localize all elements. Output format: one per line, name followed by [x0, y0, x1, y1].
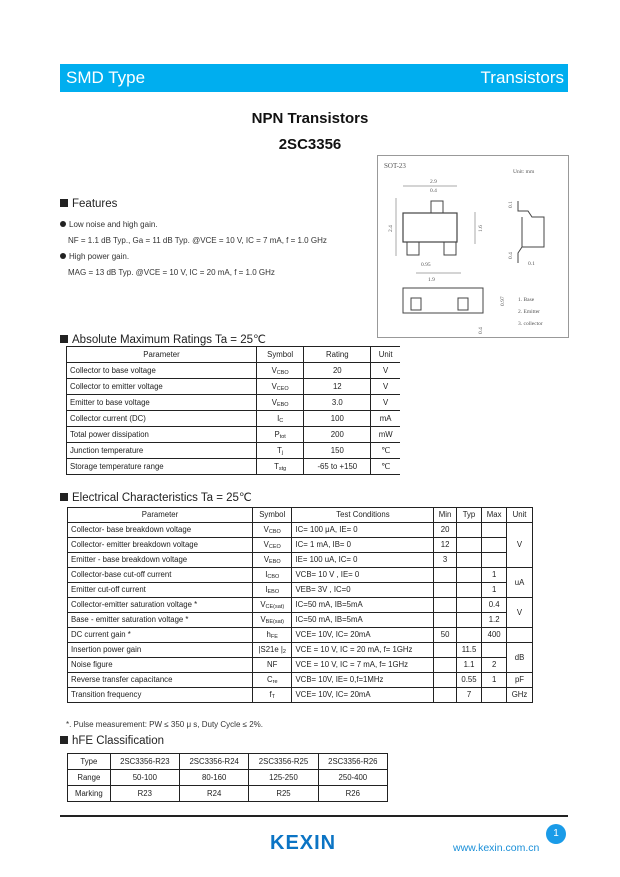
unit: uA — [507, 568, 533, 598]
table-row — [67, 395, 401, 411]
hfe-table — [67, 753, 388, 802]
unit: ℃ — [371, 443, 400, 459]
feature-item: Low noise and high gain. — [60, 217, 327, 233]
features-list — [60, 217, 327, 281]
unit: GHz — [507, 688, 533, 703]
test-conditions: VEB= 3V , IC=0 — [292, 583, 434, 598]
test-conditions: IC=50 mA, IB=5mA — [292, 598, 434, 613]
symbol: $I_{CBO}$ — [253, 568, 292, 583]
test-conditions: IC=50 mA, IB=5mA — [292, 613, 434, 628]
min — [434, 598, 456, 613]
column-header: Unit — [371, 347, 400, 363]
max: 2 — [482, 658, 507, 673]
min: 12 — [434, 538, 456, 553]
symbol: |S21e $|_2$ — [253, 643, 292, 658]
page-title: NPN Transistors — [251, 110, 369, 127]
parameter: Storage temperature range — [67, 459, 257, 475]
row-label: Marking — [68, 786, 111, 802]
unit: dB — [507, 643, 533, 673]
cell: 2SC3356-R23 — [110, 754, 179, 770]
pin-2-label: 2. Emitter — [518, 309, 540, 315]
typ — [456, 598, 481, 613]
symbol: $T_{stg}$ — [257, 459, 304, 475]
min — [434, 673, 456, 688]
column-header: Rating — [304, 347, 371, 363]
table-row — [67, 459, 401, 475]
column-header: Parameter — [68, 508, 253, 523]
bullet-icon — [60, 221, 66, 227]
min — [434, 658, 456, 673]
rating: 200 — [304, 427, 371, 443]
footnote: *. Pulse measurement: PW ≤ 350 μ s, Duty Cycle ≤ 2%. — [66, 720, 264, 729]
test-conditions: IC= 100 μA, IE= 0 — [292, 523, 434, 538]
bullet-icon — [60, 253, 66, 259]
max: 0.4 — [482, 598, 507, 613]
dim-standoff: 0.4 — [478, 327, 484, 334]
square-bullet-icon — [60, 493, 68, 501]
symbol: $V_{CBO}$ — [253, 523, 292, 538]
parameter: Emitter cut-off current — [68, 583, 253, 598]
symbol: NF — [253, 658, 292, 673]
table-row — [68, 770, 388, 786]
typ: 7 — [456, 688, 481, 703]
dim-lead-span: 1.9 — [428, 277, 435, 283]
package-name: SOT-23 — [384, 162, 406, 170]
kexin-logo: KEXIN — [270, 832, 337, 854]
column-header: Typ — [456, 508, 481, 523]
parameter: Collector- emitter breakdown voltage — [68, 538, 253, 553]
header-bar — [60, 64, 568, 92]
test-conditions: VCB= 10 V , IE= 0 — [292, 568, 434, 583]
table-row — [68, 643, 533, 658]
table-row — [68, 628, 533, 643]
parameter: Base - emitter saturation voltage * — [68, 613, 253, 628]
unit: V — [371, 395, 400, 411]
row-label: Type — [68, 754, 111, 770]
dim-body-height: 1.6 — [478, 225, 484, 232]
rating: 12 — [304, 379, 371, 395]
feature-detail: NF = 1.1 dB Typ., Ga = 11 dB Typ. @VCE = 10 V, IC = 7 mA, f = 1.0 GHz — [68, 236, 327, 245]
parameter: Reverse transfer capacitance — [68, 673, 253, 688]
test-conditions: VCE= 10V, IC= 20mA — [292, 628, 434, 643]
feature-item: High power gain. — [60, 249, 327, 265]
column-header: Symbol — [257, 347, 304, 363]
table-row — [68, 553, 533, 568]
unit: V — [371, 363, 400, 379]
table-row — [67, 427, 401, 443]
unit — [507, 628, 533, 643]
pin-3-label: 3. collector — [518, 321, 543, 327]
square-bullet-icon — [60, 199, 68, 207]
abs-max-heading: Absolute Maximum Ratings Ta = 25℃ — [60, 332, 266, 346]
dim-top-offset: 0.1 — [508, 201, 514, 208]
pin-1-label: 1. Base — [518, 297, 535, 303]
unit: pF — [507, 673, 533, 688]
table-row — [68, 613, 533, 628]
min — [434, 688, 456, 703]
dim-lead-length: 0.4 — [508, 252, 514, 259]
max — [482, 553, 507, 568]
table-row — [68, 568, 533, 583]
parameter: Collector to emitter voltage — [67, 379, 257, 395]
table-row — [68, 538, 533, 553]
parameter: Collector-base cut-off current — [68, 568, 253, 583]
header-left: SMD Type — [66, 68, 146, 87]
test-conditions: VCE = 10 V, IC = 20 mA, f= 1GHz — [292, 643, 434, 658]
symbol: $V_{EBO}$ — [257, 395, 304, 411]
typ: 11.5 — [456, 643, 481, 658]
min — [434, 643, 456, 658]
cell: 250-400 — [318, 770, 387, 786]
table-row — [67, 411, 401, 427]
max: 1 — [482, 583, 507, 598]
min — [434, 583, 456, 598]
column-header: Min — [434, 508, 456, 523]
symbol: $f_T$ — [253, 688, 292, 703]
rating: 20 — [304, 363, 371, 379]
table-header — [67, 347, 401, 363]
dim-pitch: 0.95 — [421, 262, 431, 268]
min: 20 — [434, 523, 456, 538]
page-number: 1 — [546, 824, 566, 844]
square-bullet-icon — [60, 335, 68, 343]
unit: mA — [371, 411, 400, 427]
dim-width: 2.9 — [430, 179, 437, 185]
test-conditions: VCE = 10 V, IC = 7 mA, f= 1GHz — [292, 658, 434, 673]
footer-divider — [60, 815, 568, 817]
dim-lead-width: 0.4 — [430, 188, 437, 194]
symbol: $T_j$ — [257, 443, 304, 459]
rating: 150 — [304, 443, 371, 459]
unit: ℃ — [371, 459, 400, 475]
parameter: Collector to base voltage — [67, 363, 257, 379]
row-label: Range — [68, 770, 111, 786]
symbol: $I_{EBO}$ — [253, 583, 292, 598]
parameter: Total power dissipation — [67, 427, 257, 443]
symbol: $h_{FE}$ — [253, 628, 292, 643]
unit: mW — [371, 427, 400, 443]
table-row — [68, 754, 388, 770]
symbol: $P_{tot}$ — [257, 427, 304, 443]
max: 1 — [482, 568, 507, 583]
table-row — [68, 688, 533, 703]
symbol: $C_{re}$ — [253, 673, 292, 688]
typ: 0.55 — [456, 673, 481, 688]
test-conditions: IE= 100 uA, IC= 0 — [292, 553, 434, 568]
parameter: Junction temperature — [67, 443, 257, 459]
cell: 2SC3356-R26 — [318, 754, 387, 770]
header-right: Transistors — [480, 68, 564, 87]
cell: R26 — [318, 786, 387, 802]
sot23-outline-drawing — [378, 156, 568, 337]
max: 1.2 — [482, 613, 507, 628]
max — [482, 688, 507, 703]
table-row — [68, 673, 533, 688]
symbol: $V_{EBO}$ — [253, 553, 292, 568]
part-number: 2SC3356 — [278, 136, 342, 153]
table-header — [68, 508, 533, 523]
column-header: Test Conditions — [292, 508, 434, 523]
column-header: Max — [482, 508, 507, 523]
feature-detail: MAG = 13 dB Typ. @VCE = 10 V, IC = 20 mA, f = 1.0 GHz — [68, 268, 275, 277]
test-conditions: IC= 1 mA, IB= 0 — [292, 538, 434, 553]
max — [482, 523, 507, 538]
parameter: Emitter - base breakdown voltage — [68, 553, 253, 568]
max — [482, 538, 507, 553]
abs-max-table — [66, 346, 400, 475]
test-conditions: VCB= 10V, IE= 0,f=1MHz — [292, 673, 434, 688]
features-heading: Features — [60, 198, 117, 210]
column-header: Symbol — [253, 508, 292, 523]
unit: V — [507, 523, 533, 568]
cell: 50-100 — [110, 770, 179, 786]
package-drawing — [377, 155, 569, 338]
cell: R24 — [180, 786, 249, 802]
hfe-heading: hFE Classification — [60, 735, 164, 747]
rating: 3.0 — [304, 395, 371, 411]
website-link[interactable]: www.kexin.com.cn — [453, 842, 540, 854]
unit: V — [507, 598, 533, 628]
table-row — [67, 379, 401, 395]
column-header: Unit — [507, 508, 533, 523]
parameter: DC current gain * — [68, 628, 253, 643]
parameter: Transition frequency — [68, 688, 253, 703]
typ — [456, 583, 481, 598]
cell: 80-160 — [180, 770, 249, 786]
parameter: Emitter to base voltage — [67, 395, 257, 411]
max: 1 — [482, 673, 507, 688]
typ: 1.1 — [456, 658, 481, 673]
table-row — [67, 443, 401, 459]
dim-lead-thickness: 0.1 — [528, 261, 535, 267]
typ — [456, 523, 481, 538]
typ — [456, 538, 481, 553]
cell: 125-250 — [249, 770, 318, 786]
symbol: $I_C$ — [257, 411, 304, 427]
parameter: Collector- base breakdown voltage — [68, 523, 253, 538]
table-row — [68, 583, 533, 598]
table-row — [68, 658, 533, 673]
max: 400 — [482, 628, 507, 643]
dim-body-thickness: 0.97 — [500, 296, 506, 306]
table-row — [68, 523, 533, 538]
parameter: Noise figure — [68, 658, 253, 673]
table-row — [68, 598, 533, 613]
min: 3 — [434, 553, 456, 568]
cell: 2SC3356-R24 — [180, 754, 249, 770]
square-bullet-icon — [60, 736, 68, 744]
rating: -65 to +150 — [304, 459, 371, 475]
unit: V — [371, 379, 400, 395]
max — [482, 643, 507, 658]
elec-char-table — [67, 507, 533, 703]
table-row — [68, 786, 388, 802]
symbol: $V_{CBO}$ — [257, 363, 304, 379]
symbol: $V_{CE(sat)}$ — [253, 598, 292, 613]
typ — [456, 553, 481, 568]
rating: 100 — [304, 411, 371, 427]
parameter: Collector-emitter saturation voltage * — [68, 598, 253, 613]
elec-heading: Electrical Characteristics Ta = 25℃ — [60, 490, 252, 504]
min — [434, 613, 456, 628]
test-conditions: VCE= 10V, IC= 20mA — [292, 688, 434, 703]
package-unit: Unit: mm — [513, 169, 535, 175]
dim-total-height: 2.4 — [388, 225, 394, 232]
column-header: Parameter — [67, 347, 257, 363]
typ — [456, 628, 481, 643]
parameter: Insertion power gain — [68, 643, 253, 658]
parameter: Collector current (DC) — [67, 411, 257, 427]
symbol: $V_{CEO}$ — [257, 379, 304, 395]
cell: R25 — [249, 786, 318, 802]
table-row — [67, 363, 401, 379]
symbol: $V_{CEO}$ — [253, 538, 292, 553]
typ — [456, 568, 481, 583]
min: 50 — [434, 628, 456, 643]
typ — [456, 613, 481, 628]
symbol: $V_{BE(sat)}$ — [253, 613, 292, 628]
cell: R23 — [110, 786, 179, 802]
cell: 2SC3356-R25 — [249, 754, 318, 770]
min — [434, 568, 456, 583]
